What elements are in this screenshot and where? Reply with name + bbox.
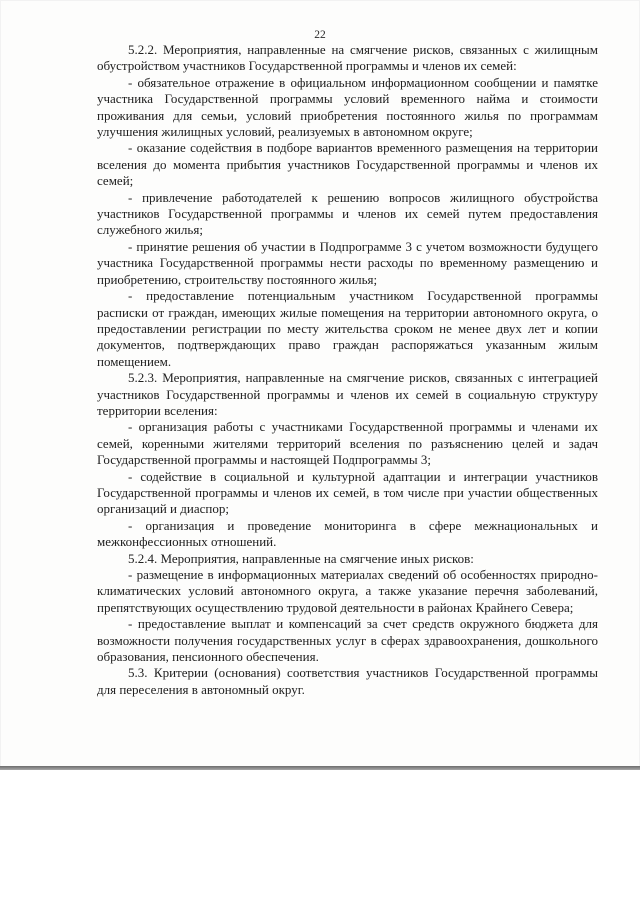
- list-item: - оказание содействия в подборе вариантов временного размещения на территории вселения до момента прибытия участников Государственной программы и членов их семей;: [97, 140, 598, 189]
- list-item: - содействие в социальной и культурной адаптации и интеграции участников Государственной программы и членов их семей, в том числе при участии общественных организаций и диаспор;: [97, 468, 598, 517]
- scan-bottom-edge: [0, 766, 640, 770]
- section-5-2-3-heading: 5.2.3. Мероприятия, направленные на смягчение рисков, связанных с интеграцией участников Государственной программы и членов их семей в социальную структуру территории вселения:: [97, 370, 598, 418]
- list-item: - предоставление потенциальным участником Государственной программы расписки от граждан, имеющих жилые помещения на территории автономного округа, о предоставлении регистрации по месту жительства сроком не менее двух лет и копии документов, подтверждающих право граждан распоряжаться указанным жилым помещением.: [97, 288, 598, 369]
- list-item: - организация работы с участниками Государственной программы и членами их семей, коренными жителями территорий вселения по разъяснению целей и задач Государственной программы и настоящей Подпрограммы 3;: [97, 419, 598, 468]
- list-item: - обязательное отражение в официальном информационном сообщении и памятке участника Государственной программы условий временного найма и стоимости проживания для семьи, условий приобретения постоянного жилья по программам улучшения жилищных условий, реализуемых в автономном округе;: [97, 74, 598, 140]
- document-body: [97, 42, 598, 698]
- section-5-2-2-heading: 5.2.2. Мероприятия, направленные на смягчение рисков, связанных с жилищным обустройством участников Государственной программы и членов их семей:: [97, 42, 598, 74]
- list-item: - предоставление выплат и компенсаций за счет средств окружного бюджета для возможности получения государственных услуг в сферах здравоохранения, дошкольного образования, пенсионного обеспечения.: [97, 616, 598, 665]
- list-item: - привлечение работодателей к решению вопросов жилищного обустройства участников Государственной программы и членов их семей путем предоставления служебного жилья;: [97, 189, 598, 238]
- list-item: - организация и проведение мониторинга в сфере межнациональных и межконфессионных отношений.: [97, 517, 598, 550]
- list-item: - размещение в информационных материалах сведений об особенностях природно-климатических условий автономного округа, а также указание перечня заболеваний, препятствующих осуществлению трудовой деятельности в районах Крайнего Севера;: [97, 567, 598, 615]
- section-5-2-4-heading: 5.2.4. Мероприятия, направленные на смягчение иных рисков:: [128, 550, 474, 566]
- page-number: 22: [314, 29, 326, 41]
- section-5-3-heading: 5.3. Критерии (основания) соответствия участников Государственной программы для переселения в автономный округ.: [97, 665, 598, 697]
- list-item: - принятие решения об участии в Подпрограмме 3 с учетом возможности будущего участника Государственной программы нести расходы по временному размещению и приобретению, строительству постоянного жилья;: [97, 238, 598, 287]
